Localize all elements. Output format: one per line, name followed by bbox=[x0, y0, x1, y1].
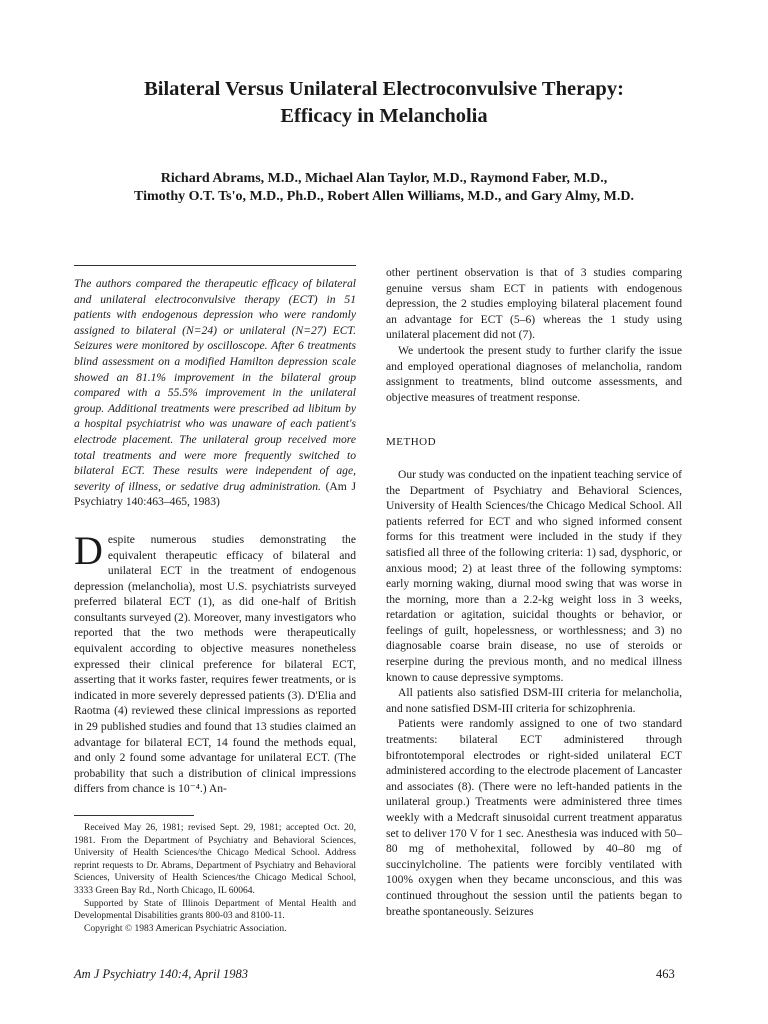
abstract-citation: (Am J Psychiatry 140:463–465, 1983) bbox=[74, 479, 356, 509]
body-paragraph: We undertook the present study to further clarify the issue and employed operational diagnoses of melancholia, random assignment to treatments, blind outcome assessments, and objective measures of treatment response. bbox=[386, 343, 682, 404]
footnote-rule bbox=[74, 815, 194, 816]
title-line-2: Efficacy in Melancholia bbox=[280, 105, 488, 127]
abstract-text: The authors compared the therapeutic efficacy of bilateral and unilateral electroconvulsive therapy (ECT) in 51 patients with endogenous depression who were randomly assigned to bilateral (N=24) or unilateral (N=27) ECT. Seizures were monitored by oscilloscope. After 6 treatments blind assessment on a modified Hamilton depression scale showed an 81.1% improvement in the bilateral group compared with a 55.5% improvement in the unilateral group. Additional treatments were prescribed ad libitum by a hospital psychiatrist who was unaware of each patient's electrode placement. The unilateral group received more total treatments and were more frequently switched to bilateral ECT. These results were independent of age, severity of illness, or sedative drug administration. bbox=[74, 277, 356, 493]
abstract-rule bbox=[74, 265, 356, 266]
right-column bbox=[386, 265, 682, 919]
footnote-received: Received May 26, 1981; revised Sept. 29, 1981; accepted Oct. 20, 1981. From the Department of Psychiatry and Behavioral Sciences, University of Health Sciences/the Chicago Medical School. Address reprint requests to Dr. Abrams, Department of Psychiatry and Behavioral Sciences, University of Health Sciences/the Chicago Medical School, 3333 Green Bay Rd., North Chicago, IL 60064. bbox=[74, 823, 356, 896]
author-list bbox=[0, 170, 768, 206]
footnote bbox=[74, 822, 356, 935]
body-paragraph: Patients were randomly assigned to one of two standard treatments: bilateral ECT administered through bifrontotemporal electrodes or right-sided unilateral ECT administered according to the electrode placement of Lancaster and associates (8). (There were no left-handed patients in the unilateral group.) Treatments were administered three times weekly with a Medcraft sinusoidal current treatment apparatus set to deliver 170 V for 1 sec. Anesthesia was induced with 50–80 mg of methohexital, followed by 40–80 mg of succinylcholine. The patients were forcibly ventilated with 100% oxygen when they became unconscious, and this was continued throughout the session until the patients began to breathe spontaneously. Seizures bbox=[386, 717, 682, 918]
body-paragraph: other pertinent observation is that of 3 studies comparing genuine versus sham ECT in patients with endogenous depression, the 2 studies employing bilateral placement found an advantage for ECT (5–6) whereas the 1 study using unilateral placement did not (7). bbox=[386, 266, 682, 342]
title-line-1: Bilateral Versus Unilateral Electroconvulsive Therapy: bbox=[144, 78, 624, 100]
page-number: 463 bbox=[656, 967, 675, 981]
body-paragraph: All patients also satisfied DSM-III criteria for melancholia, and none satisfied DSM-III criteria for schizophrenia. bbox=[386, 686, 682, 715]
footnote-support: Supported by State of Illinois Department of Mental Health and Developmental Disabilities grants 800-03 and 8100-11. bbox=[74, 898, 356, 922]
drop-cap: D bbox=[74, 527, 103, 573]
authors-line-1: Richard Abrams, M.D., Michael Alan Taylor, M.D., Raymond Faber, M.D., bbox=[160, 171, 608, 186]
article-title bbox=[0, 76, 768, 130]
footnote-copyright: Copyright © 1983 American Psychiatric Association. bbox=[84, 923, 287, 934]
authors-line-2: Timothy O.T. Ts'o, M.D., Ph.D., Robert Allen Williams, M.D., and Gary Almy, M.D. bbox=[134, 189, 634, 204]
intro-text: espite numerous studies demonstrating the equivalent therapeutic efficacy of bilateral and unilateral ECT in the treatment of endogenous depression (melancholia), most U.S. psychiatrists surveyed preferred bilateral ECT (1), as did one-half of British consultants surveyed (2). Moreover, many investigators who reported that the two methods were therapeutically equivalent according to objective measures nonetheless expressed their clinical preference for bilateral ECT, asserting that it works faster, requires fewer treatments, or is indicated in more severely depressed patients (3). D'Elia and Raotma (4) reviewed these clinical impressions as reported in 29 published studies and found that 13 studies claimed an advantage for bilateral ECT, 14 found the methods equal, and only 2 found some advantage for unilateral ECT. (The probability that such a distribution of clinical impressions differs from chance is 10⁻⁴.) An- bbox=[74, 532, 356, 796]
intro-paragraph bbox=[74, 527, 356, 797]
journal-footer: Am J Psychiatry 140:4, April 1983 bbox=[74, 967, 249, 981]
left-column bbox=[74, 276, 356, 935]
section-heading-method: METHOD bbox=[386, 436, 437, 449]
abstract bbox=[74, 276, 356, 510]
body-paragraph: Our study was conducted on the inpatient teaching service of the Department of Psychiatry and Behavioral Sciences, University of Health Sciences/the Chicago Medical School. All patients referred for ECT and who signed informed consent forms for this treatment were included in the study if they satisfied all three of the following criteria: 1) sad, dysphoric, or anxious mood; 2) at least three of the following symptoms: early morning waking, diurnal mood swing that was worse in the morning, more than a 2.2-kg weight loss in 3 weeks, retardation or agitation, suicidal thoughts or behavior, or feelings of guilt, hopelessness, or worthlessness; and 3) no diagnosable coarse brain disease, no use of steroids or reserpine during the previous month, and no medical illness known to cause depressive symptoms. bbox=[386, 467, 682, 684]
